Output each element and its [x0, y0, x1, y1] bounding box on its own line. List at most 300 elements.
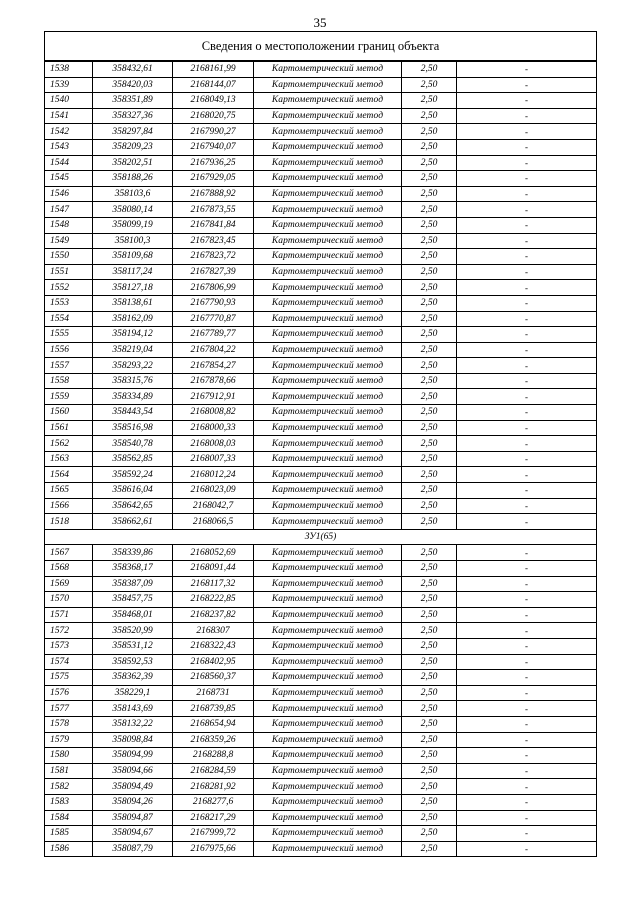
coord-y: 2168277,6 — [173, 794, 254, 810]
point-number: 1573 — [45, 638, 93, 654]
accuracy: 2,50 — [402, 202, 457, 218]
description: - — [457, 607, 597, 623]
method: Картометрический метод — [254, 61, 402, 77]
coord-y: 2167806,99 — [173, 280, 254, 296]
description: - — [457, 794, 597, 810]
description: - — [457, 685, 597, 701]
coord-x: 358094,66 — [93, 763, 173, 779]
accuracy: 2,50 — [402, 389, 457, 405]
coord-x: 358642,65 — [93, 498, 173, 514]
method: Картометрический метод — [254, 420, 402, 436]
table-row — [45, 202, 597, 218]
coord-y: 2167841,84 — [173, 217, 254, 233]
table-row — [45, 732, 597, 748]
description: - — [457, 545, 597, 561]
method: Картометрический метод — [254, 654, 402, 670]
coord-x: 358103,6 — [93, 186, 173, 202]
table-row — [45, 841, 597, 857]
coord-x: 358387,09 — [93, 576, 173, 592]
coord-x: 358209,23 — [93, 139, 173, 155]
description: - — [457, 826, 597, 842]
table-row — [45, 373, 597, 389]
table-row — [45, 779, 597, 795]
description: - — [457, 61, 597, 77]
point-number: 1546 — [45, 186, 93, 202]
method: Картометрический метод — [254, 732, 402, 748]
accuracy: 2,50 — [402, 467, 457, 483]
description: - — [457, 124, 597, 140]
coord-x: 358297,84 — [93, 124, 173, 140]
description: - — [457, 327, 597, 343]
coord-x: 358094,99 — [93, 748, 173, 764]
table-row — [45, 77, 597, 93]
coord-y: 2168023,09 — [173, 483, 254, 499]
accuracy: 2,50 — [402, 654, 457, 670]
coord-y: 2167999,72 — [173, 826, 254, 842]
description: - — [457, 748, 597, 764]
description: - — [457, 420, 597, 436]
accuracy: 2,50 — [402, 576, 457, 592]
description: - — [457, 467, 597, 483]
point-number: 1539 — [45, 77, 93, 93]
coord-y: 2168117,32 — [173, 576, 254, 592]
point-number: 1540 — [45, 93, 93, 109]
accuracy: 2,50 — [402, 592, 457, 608]
coord-x: 358099,19 — [93, 217, 173, 233]
coord-y: 2168739,85 — [173, 701, 254, 717]
coord-y: 2167936,25 — [173, 155, 254, 171]
table-row — [45, 389, 597, 405]
method: Картометрический метод — [254, 217, 402, 233]
point-number: 1572 — [45, 623, 93, 639]
method: Картометрический метод — [254, 295, 402, 311]
coord-y: 2167888,92 — [173, 186, 254, 202]
point-number: 1556 — [45, 342, 93, 358]
point-number: 1553 — [45, 295, 93, 311]
method: Картометрический метод — [254, 389, 402, 405]
point-number: 1561 — [45, 420, 93, 436]
coord-x: 358127,18 — [93, 280, 173, 296]
method: Картометрический метод — [254, 779, 402, 795]
description: - — [457, 654, 597, 670]
coord-y: 2167789,77 — [173, 327, 254, 343]
method: Картометрический метод — [254, 576, 402, 592]
table-row — [45, 451, 597, 467]
point-number: 1538 — [45, 61, 93, 77]
coord-x: 358087,79 — [93, 841, 173, 857]
table-row — [45, 685, 597, 701]
method: Картометрический метод — [254, 638, 402, 654]
section-label: ЗУ1(65) — [45, 529, 597, 545]
accuracy: 2,50 — [402, 810, 457, 826]
accuracy: 2,50 — [402, 311, 457, 327]
point-number: 1562 — [45, 436, 93, 452]
coord-x: 358094,67 — [93, 826, 173, 842]
accuracy: 2,50 — [402, 701, 457, 717]
accuracy: 2,50 — [402, 373, 457, 389]
accuracy: 2,50 — [402, 405, 457, 421]
table-title: Сведения о местоположении границ объекта — [45, 32, 597, 62]
method: Картометрический метод — [254, 202, 402, 218]
point-number: 1542 — [45, 124, 93, 140]
method: Картометрический метод — [254, 358, 402, 374]
point-number: 1549 — [45, 233, 93, 249]
coord-y: 2168091,44 — [173, 561, 254, 577]
point-number: 1543 — [45, 139, 93, 155]
table-row — [45, 607, 597, 623]
description: - — [457, 186, 597, 202]
coord-x: 358443,54 — [93, 405, 173, 421]
coord-x: 358080,14 — [93, 202, 173, 218]
coord-x: 358362,39 — [93, 670, 173, 686]
points-group-1 — [45, 61, 597, 529]
point-number: 1574 — [45, 654, 93, 670]
coord-x: 358117,24 — [93, 264, 173, 280]
description: - — [457, 202, 597, 218]
description: - — [457, 716, 597, 732]
description: - — [457, 233, 597, 249]
table-row — [45, 217, 597, 233]
coord-x: 358109,68 — [93, 249, 173, 265]
point-number: 1567 — [45, 545, 93, 561]
table-row — [45, 514, 597, 530]
point-number: 1579 — [45, 732, 93, 748]
table-row — [45, 748, 597, 764]
description: - — [457, 623, 597, 639]
method: Картометрический метод — [254, 561, 402, 577]
coord-y: 2168288,8 — [173, 748, 254, 764]
coord-x: 358351,89 — [93, 93, 173, 109]
point-number: 1548 — [45, 217, 93, 233]
coord-x: 358219,04 — [93, 342, 173, 358]
point-number: 1581 — [45, 763, 93, 779]
coord-y: 2168560,37 — [173, 670, 254, 686]
accuracy: 2,50 — [402, 436, 457, 452]
description: - — [457, 592, 597, 608]
point-number: 1559 — [45, 389, 93, 405]
coord-y: 2167823,72 — [173, 249, 254, 265]
description: - — [457, 498, 597, 514]
point-number: 1541 — [45, 108, 93, 124]
method: Картометрический метод — [254, 841, 402, 857]
coord-x: 358562,85 — [93, 451, 173, 467]
coord-y: 2168161,99 — [173, 61, 254, 77]
coord-y: 2168731 — [173, 685, 254, 701]
accuracy: 2,50 — [402, 451, 457, 467]
method: Картометрический метод — [254, 810, 402, 826]
description: - — [457, 358, 597, 374]
description: - — [457, 763, 597, 779]
point-number: 1582 — [45, 779, 93, 795]
accuracy: 2,50 — [402, 732, 457, 748]
method: Картометрический метод — [254, 483, 402, 499]
accuracy: 2,50 — [402, 420, 457, 436]
accuracy: 2,50 — [402, 77, 457, 93]
point-number: 1568 — [45, 561, 93, 577]
table-row — [45, 93, 597, 109]
accuracy: 2,50 — [402, 233, 457, 249]
accuracy: 2,50 — [402, 685, 457, 701]
point-number: 1580 — [45, 748, 93, 764]
coord-y: 2168008,03 — [173, 436, 254, 452]
point-number: 1544 — [45, 155, 93, 171]
coord-x: 358162,09 — [93, 311, 173, 327]
page-number: 35 — [313, 15, 327, 30]
table-row — [45, 311, 597, 327]
table-row — [45, 405, 597, 421]
coord-x: 358100,3 — [93, 233, 173, 249]
method: Картометрический метод — [254, 233, 402, 249]
point-number: 1563 — [45, 451, 93, 467]
method: Картометрический метод — [254, 623, 402, 639]
coord-y: 2168359,26 — [173, 732, 254, 748]
method: Картометрический метод — [254, 280, 402, 296]
coord-y: 2168322,43 — [173, 638, 254, 654]
point-number: 1558 — [45, 373, 93, 389]
accuracy: 2,50 — [402, 342, 457, 358]
table-row — [45, 623, 597, 639]
method: Картометрический метод — [254, 264, 402, 280]
accuracy: 2,50 — [402, 607, 457, 623]
accuracy: 2,50 — [402, 171, 457, 187]
table-row — [45, 467, 597, 483]
description: - — [457, 389, 597, 405]
point-number: 1551 — [45, 264, 93, 280]
accuracy: 2,50 — [402, 358, 457, 374]
coord-y: 2168008,82 — [173, 405, 254, 421]
accuracy: 2,50 — [402, 561, 457, 577]
table-row — [45, 171, 597, 187]
coord-y: 2168066,5 — [173, 514, 254, 530]
coord-y: 2167929,05 — [173, 171, 254, 187]
method: Картометрический метод — [254, 405, 402, 421]
point-number: 1570 — [45, 592, 93, 608]
point-number: 1584 — [45, 810, 93, 826]
coord-x: 358432,61 — [93, 61, 173, 77]
coord-x: 358334,89 — [93, 389, 173, 405]
description: - — [457, 311, 597, 327]
table-row — [45, 561, 597, 577]
point-number: 1575 — [45, 670, 93, 686]
accuracy: 2,50 — [402, 264, 457, 280]
method: Картометрический метод — [254, 701, 402, 717]
point-number: 1577 — [45, 701, 93, 717]
point-number: 1586 — [45, 841, 93, 857]
method: Картометрический метод — [254, 748, 402, 764]
description: - — [457, 483, 597, 499]
coord-y: 2167770,87 — [173, 311, 254, 327]
coord-x: 358368,17 — [93, 561, 173, 577]
boundary-table-container — [44, 31, 596, 857]
description: - — [457, 779, 597, 795]
coord-y: 2167912,91 — [173, 389, 254, 405]
coord-x: 358143,69 — [93, 701, 173, 717]
table-row — [45, 420, 597, 436]
coord-x: 358132,22 — [93, 716, 173, 732]
method: Картометрический метод — [254, 545, 402, 561]
accuracy: 2,50 — [402, 763, 457, 779]
table-row — [45, 295, 597, 311]
accuracy: 2,50 — [402, 514, 457, 530]
description: - — [457, 576, 597, 592]
description: - — [457, 732, 597, 748]
table-row — [45, 327, 597, 343]
point-number: 1565 — [45, 483, 93, 499]
table-row — [45, 810, 597, 826]
description: - — [457, 810, 597, 826]
point-number: 1571 — [45, 607, 93, 623]
point-number: 1583 — [45, 794, 93, 810]
method: Картометрический метод — [254, 607, 402, 623]
coord-y: 2168007,33 — [173, 451, 254, 467]
coord-y: 2168020,75 — [173, 108, 254, 124]
coord-y: 2168000,33 — [173, 420, 254, 436]
method: Картометрический метод — [254, 77, 402, 93]
coord-x: 358229,1 — [93, 685, 173, 701]
coord-y: 2167873,55 — [173, 202, 254, 218]
method: Картометрический метод — [254, 327, 402, 343]
table-row — [45, 763, 597, 779]
method: Картометрический метод — [254, 186, 402, 202]
accuracy: 2,50 — [402, 61, 457, 77]
coord-y: 2167878,66 — [173, 373, 254, 389]
points-group-2 — [45, 545, 597, 857]
point-number: 1547 — [45, 202, 93, 218]
coord-x: 358616,04 — [93, 483, 173, 499]
coord-y: 2168052,69 — [173, 545, 254, 561]
point-number: 1550 — [45, 249, 93, 265]
coord-x: 358420,03 — [93, 77, 173, 93]
method: Картометрический метод — [254, 108, 402, 124]
method: Картометрический метод — [254, 342, 402, 358]
method: Картометрический метод — [254, 498, 402, 514]
method: Картометрический метод — [254, 155, 402, 171]
table-row — [45, 670, 597, 686]
accuracy: 2,50 — [402, 670, 457, 686]
point-number: 1578 — [45, 716, 93, 732]
description: - — [457, 342, 597, 358]
method: Картометрический метод — [254, 763, 402, 779]
description: - — [457, 77, 597, 93]
description: - — [457, 217, 597, 233]
coord-x: 358327,36 — [93, 108, 173, 124]
method: Картометрический метод — [254, 171, 402, 187]
method: Картометрический метод — [254, 716, 402, 732]
table-row — [45, 592, 597, 608]
method: Картометрический метод — [254, 124, 402, 140]
table-row — [45, 701, 597, 717]
point-number: 1585 — [45, 826, 93, 842]
accuracy: 2,50 — [402, 623, 457, 639]
accuracy: 2,50 — [402, 93, 457, 109]
table-row — [45, 638, 597, 654]
coord-y: 2167854,27 — [173, 358, 254, 374]
accuracy: 2,50 — [402, 841, 457, 857]
accuracy: 2,50 — [402, 716, 457, 732]
table-row — [45, 139, 597, 155]
coord-y: 2167990,27 — [173, 124, 254, 140]
accuracy: 2,50 — [402, 139, 457, 155]
coord-y: 2168217,29 — [173, 810, 254, 826]
method: Картометрический метод — [254, 794, 402, 810]
coord-x: 358540,78 — [93, 436, 173, 452]
method: Картометрический метод — [254, 451, 402, 467]
coord-x: 358520,99 — [93, 623, 173, 639]
coord-x: 358138,61 — [93, 295, 173, 311]
coord-x: 358662,61 — [93, 514, 173, 530]
description: - — [457, 249, 597, 265]
accuracy: 2,50 — [402, 794, 457, 810]
method: Картометрический метод — [254, 685, 402, 701]
description: - — [457, 373, 597, 389]
coord-x: 358202,51 — [93, 155, 173, 171]
coord-y: 2168654,94 — [173, 716, 254, 732]
section-row — [45, 529, 597, 545]
table-row — [45, 358, 597, 374]
table-row — [45, 124, 597, 140]
description: - — [457, 670, 597, 686]
coord-y: 2168144,07 — [173, 77, 254, 93]
description: - — [457, 436, 597, 452]
table-row — [45, 186, 597, 202]
point-number: 1566 — [45, 498, 93, 514]
accuracy: 2,50 — [402, 498, 457, 514]
coord-y: 2167975,66 — [173, 841, 254, 857]
accuracy: 2,50 — [402, 155, 457, 171]
description: - — [457, 451, 597, 467]
coord-y: 2168284,59 — [173, 763, 254, 779]
description: - — [457, 701, 597, 717]
coord-y: 2167804,22 — [173, 342, 254, 358]
coord-y: 2168307 — [173, 623, 254, 639]
method: Картометрический метод — [254, 826, 402, 842]
table-row — [45, 155, 597, 171]
description: - — [457, 264, 597, 280]
point-number: 1554 — [45, 311, 93, 327]
method: Картометрический метод — [254, 514, 402, 530]
table-row — [45, 576, 597, 592]
table-row — [45, 436, 597, 452]
coord-y: 2168012,24 — [173, 467, 254, 483]
table-row — [45, 483, 597, 499]
table-row — [45, 826, 597, 842]
table-row — [45, 264, 597, 280]
table-row — [45, 545, 597, 561]
table-row — [45, 249, 597, 265]
method: Картометрический метод — [254, 373, 402, 389]
coord-y: 2168402,95 — [173, 654, 254, 670]
accuracy: 2,50 — [402, 826, 457, 842]
coord-y: 2167940,07 — [173, 139, 254, 155]
coord-x: 358592,24 — [93, 467, 173, 483]
accuracy: 2,50 — [402, 483, 457, 499]
accuracy: 2,50 — [402, 280, 457, 296]
method: Картометрический метод — [254, 93, 402, 109]
accuracy: 2,50 — [402, 108, 457, 124]
coord-x: 358339,86 — [93, 545, 173, 561]
coord-y: 2168281,92 — [173, 779, 254, 795]
method: Картометрический метод — [254, 670, 402, 686]
description: - — [457, 295, 597, 311]
table-row — [45, 342, 597, 358]
table-title-row — [45, 32, 597, 62]
method: Картометрический метод — [254, 139, 402, 155]
description: - — [457, 514, 597, 530]
description: - — [457, 171, 597, 187]
coord-x: 358468,01 — [93, 607, 173, 623]
coord-y: 2168237,82 — [173, 607, 254, 623]
coord-x: 358516,98 — [93, 420, 173, 436]
